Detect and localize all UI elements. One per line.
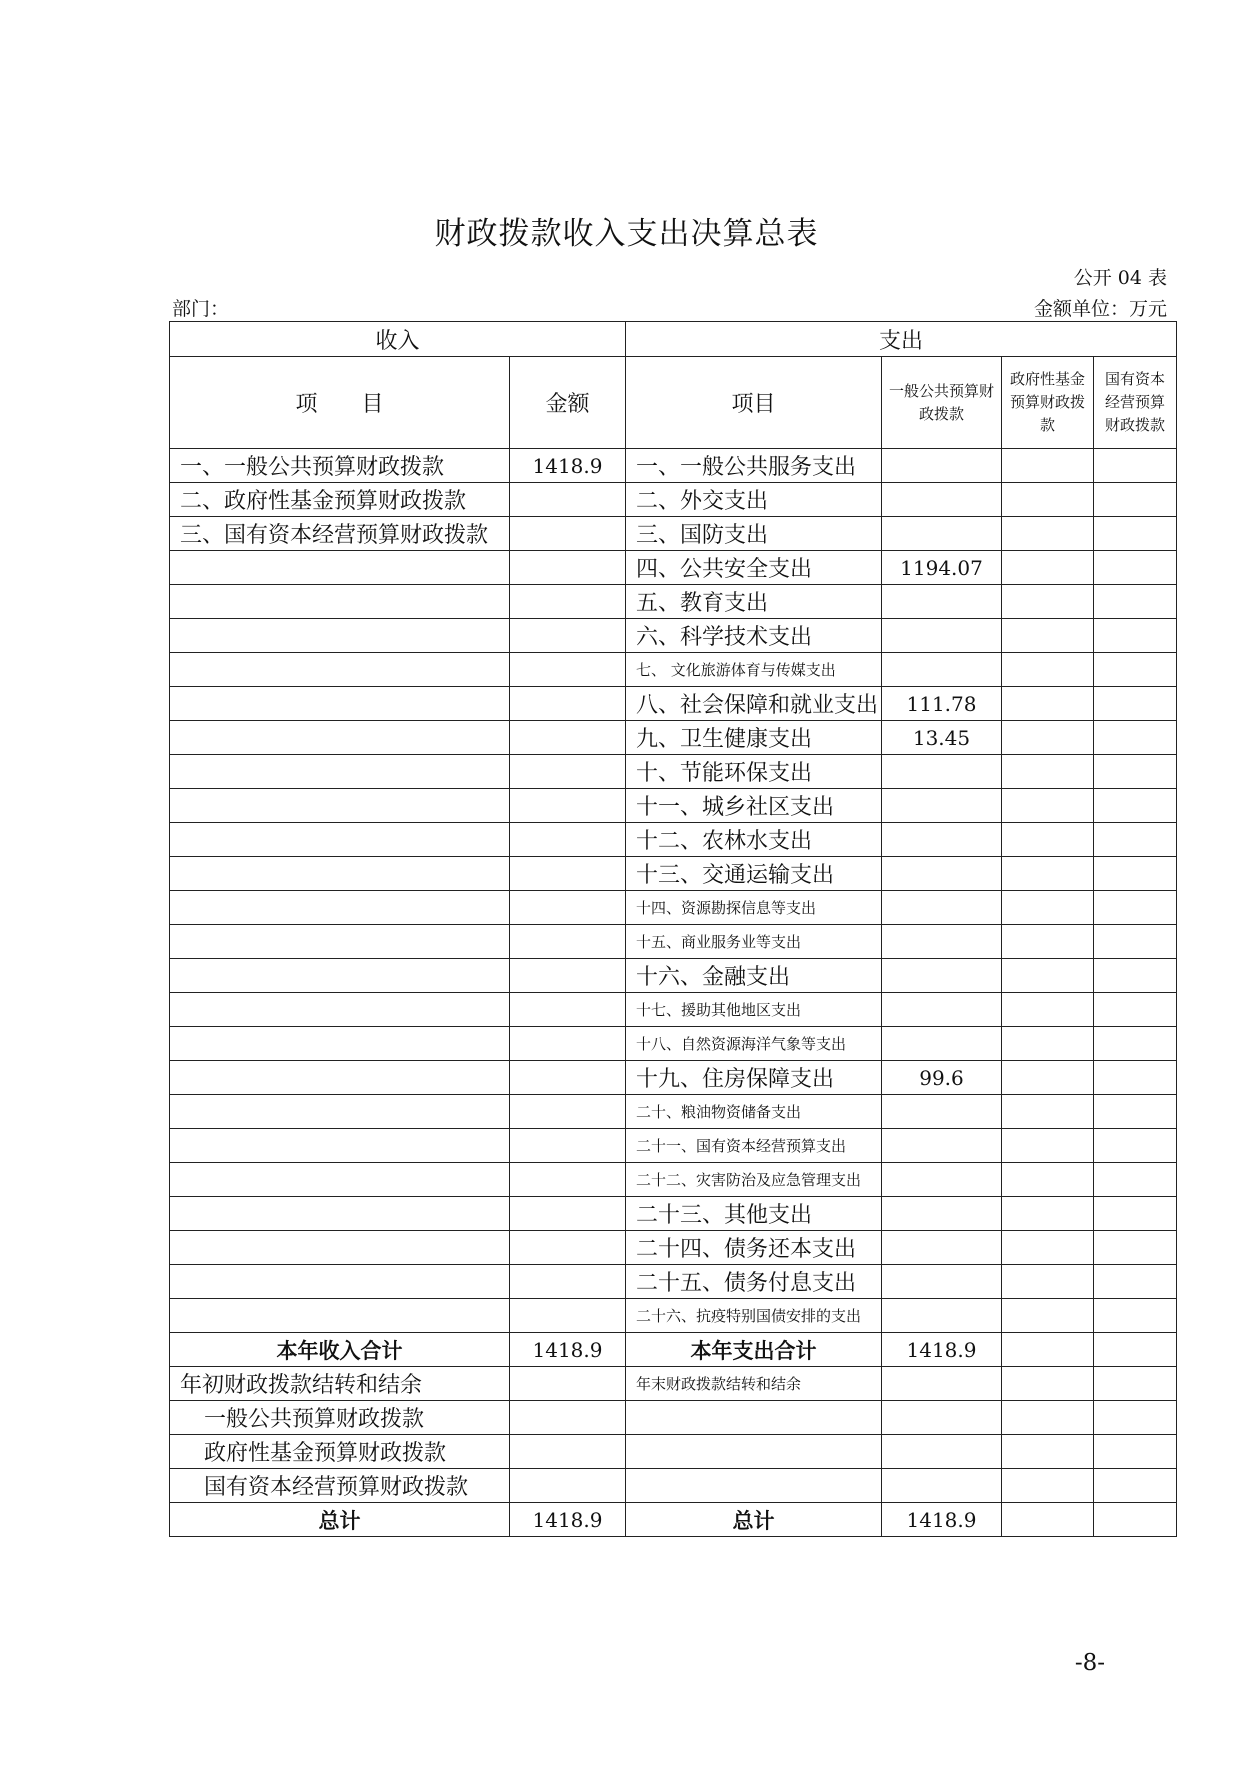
income-amount-cell — [510, 585, 626, 619]
state-capital-cell — [1094, 449, 1177, 483]
general-budget-cell — [882, 959, 1002, 993]
income-amount-cell — [510, 1299, 626, 1333]
general-budget-cell: 111.78 — [882, 687, 1002, 721]
carryover-sub-general — [882, 1435, 1002, 1469]
carryover-sub-label: 一般公共预算财政拨款 — [170, 1401, 510, 1435]
expense-item-cell: 二十二、灾害防治及应急管理支出 — [626, 1163, 882, 1197]
gov-fund-cell — [1002, 891, 1094, 925]
table-row — [170, 755, 1177, 789]
table-row — [170, 517, 1177, 551]
general-budget-cell — [882, 1095, 1002, 1129]
income-item-cell — [170, 1265, 510, 1299]
carryover-sub-row — [170, 1401, 1177, 1435]
gov-fund-subtotal — [1002, 1333, 1094, 1367]
general-budget-cell — [882, 1299, 1002, 1333]
income-item-cell: 二、政府性基金预算财政拨款 — [170, 483, 510, 517]
expense-item-cell: 二十五、债务付息支出 — [626, 1265, 882, 1299]
income-item-cell — [170, 891, 510, 925]
carryover-sub-gov-fund — [1002, 1469, 1094, 1503]
carryover-sub-expense — [626, 1435, 882, 1469]
income-amount-cell — [510, 925, 626, 959]
state-capital-cell — [1094, 1197, 1177, 1231]
general-budget-cell — [882, 925, 1002, 959]
gov-fund-cell — [1002, 551, 1094, 585]
unit-label: 金额单位：万元 — [1033, 298, 1167, 320]
income-carryover-amount — [510, 1367, 626, 1401]
gov-fund-cell — [1002, 789, 1094, 823]
income-total-amount: 1418.9 — [510, 1503, 626, 1537]
table-row — [170, 1129, 1177, 1163]
carryover-sub-expense — [626, 1401, 882, 1435]
carryover-sub-amount — [510, 1469, 626, 1503]
general-budget-cell — [882, 755, 1002, 789]
state-capital-cell — [1094, 653, 1177, 687]
table-row — [170, 925, 1177, 959]
expense-item-cell: 十八、自然资源海洋气象等支出 — [626, 1027, 882, 1061]
general-subtotal-amount: 1418.9 — [882, 1333, 1002, 1367]
income-item-cell — [170, 993, 510, 1027]
income-item-cell — [170, 1299, 510, 1333]
carryover-sub-general — [882, 1469, 1002, 1503]
income-item-header: 项 目 — [170, 357, 510, 449]
expense-item-cell: 九、卫生健康支出 — [626, 721, 882, 755]
expense-item-cell: 十六、金融支出 — [626, 959, 882, 993]
income-amount-cell — [510, 1061, 626, 1095]
income-amount-cell — [510, 959, 626, 993]
income-amount-cell — [510, 517, 626, 551]
gov-fund-cell — [1002, 993, 1094, 1027]
general-budget-cell — [882, 1197, 1002, 1231]
table-row — [170, 483, 1177, 517]
income-amount-cell — [510, 993, 626, 1027]
income-amount-cell — [510, 1265, 626, 1299]
expense-item-cell: 一、一般公共服务支出 — [626, 449, 882, 483]
gov-fund-cell — [1002, 1129, 1094, 1163]
state-capital-cell — [1094, 1129, 1177, 1163]
state-capital-cell — [1094, 1027, 1177, 1061]
page-title: 财政拨款收入支出决算总表 — [434, 216, 819, 252]
income-item-cell — [170, 1095, 510, 1129]
expense-item-cell: 六、科学技术支出 — [626, 619, 882, 653]
general-budget-cell — [882, 1265, 1002, 1299]
carryover-sub-amount — [510, 1435, 626, 1469]
gov-fund-cell — [1002, 1163, 1094, 1197]
state-capital-cell — [1094, 755, 1177, 789]
income-subtotal-amount: 1418.9 — [510, 1333, 626, 1367]
header-row-2 — [170, 357, 1177, 449]
income-item-cell — [170, 755, 510, 789]
general-budget-cell — [882, 483, 1002, 517]
general-budget-cell — [882, 1129, 1002, 1163]
gov-fund-cell — [1002, 721, 1094, 755]
state-capital-header: 国有资本经营预算财政拨款 — [1094, 357, 1177, 449]
table-code: 公开 04 表 — [1073, 267, 1167, 289]
general-budget-cell — [882, 1231, 1002, 1265]
table-row — [170, 1197, 1177, 1231]
income-amount-cell — [510, 1129, 626, 1163]
income-item-cell — [170, 1197, 510, 1231]
income-item-cell — [170, 925, 510, 959]
income-item-cell — [170, 959, 510, 993]
general-total-amount: 1418.9 — [882, 1503, 1002, 1537]
carryover-sub-general — [882, 1401, 1002, 1435]
state-capital-cell — [1094, 789, 1177, 823]
expense-item-cell: 八、社会保障和就业支出 — [626, 687, 882, 721]
general-budget-header: 一般公共预算财政拨款 — [882, 357, 1002, 449]
income-amount-cell — [510, 1197, 626, 1231]
carryover-sub-expense — [626, 1469, 882, 1503]
carryover-sub-label: 政府性基金预算财政拨款 — [170, 1435, 510, 1469]
expense-item-header: 项目 — [626, 357, 882, 449]
general-carryover — [882, 1367, 1002, 1401]
expense-item-cell: 十二、农林水支出 — [626, 823, 882, 857]
income-amount-cell — [510, 653, 626, 687]
subtotal-row — [170, 1333, 1177, 1367]
gov-fund-cell — [1002, 449, 1094, 483]
gov-fund-cell — [1002, 653, 1094, 687]
income-amount-cell — [510, 687, 626, 721]
expense-item-cell: 五、教育支出 — [626, 585, 882, 619]
income-item-cell — [170, 1061, 510, 1095]
state-capital-cell — [1094, 1163, 1177, 1197]
income-carryover-label: 年初财政拨款结转和结余 — [170, 1367, 510, 1401]
state-capital-cell — [1094, 1061, 1177, 1095]
income-item-cell — [170, 823, 510, 857]
gov-fund-carryover — [1002, 1367, 1094, 1401]
table-row — [170, 1265, 1177, 1299]
income-amount-cell — [510, 1231, 626, 1265]
general-budget-cell: 13.45 — [882, 721, 1002, 755]
carryover-sub-gov-fund — [1002, 1401, 1094, 1435]
gov-fund-cell — [1002, 823, 1094, 857]
table-row — [170, 687, 1177, 721]
table-row — [170, 1231, 1177, 1265]
state-capital-cell — [1094, 959, 1177, 993]
expense-item-cell: 二十六、抗疫特别国债安排的支出 — [626, 1299, 882, 1333]
income-item-cell — [170, 653, 510, 687]
expense-item-cell: 二十、粮油物资储备支出 — [626, 1095, 882, 1129]
expense-item-cell: 十四、资源勘探信息等支出 — [626, 891, 882, 925]
income-amount-cell — [510, 619, 626, 653]
expense-item-cell: 十七、援助其他地区支出 — [626, 993, 882, 1027]
expense-item-cell: 三、国防支出 — [626, 517, 882, 551]
income-amount-cell — [510, 789, 626, 823]
income-total-label: 总计 — [170, 1503, 510, 1537]
gov-fund-header: 政府性基金预算财政拨款 — [1002, 357, 1094, 449]
state-capital-cell — [1094, 857, 1177, 891]
state-capital-subtotal — [1094, 1333, 1177, 1367]
expense-item-cell: 十五、商业服务业等支出 — [626, 925, 882, 959]
carryover-sub-amount — [510, 1401, 626, 1435]
table-row — [170, 1163, 1177, 1197]
general-budget-cell — [882, 789, 1002, 823]
income-item-cell — [170, 585, 510, 619]
carryover-row — [170, 1367, 1177, 1401]
state-capital-carryover — [1094, 1367, 1177, 1401]
income-item-cell — [170, 687, 510, 721]
header-row-1 — [170, 322, 1177, 357]
state-capital-cell — [1094, 619, 1177, 653]
gov-fund-cell — [1002, 517, 1094, 551]
state-capital-cell — [1094, 687, 1177, 721]
expense-item-cell: 十九、住房保障支出 — [626, 1061, 882, 1095]
income-amount-cell — [510, 823, 626, 857]
income-amount-cell — [510, 1095, 626, 1129]
page-number: -8- — [1074, 1650, 1105, 1676]
table-row — [170, 585, 1177, 619]
income-amount-cell — [510, 755, 626, 789]
gov-fund-cell — [1002, 755, 1094, 789]
income-item-cell — [170, 1163, 510, 1197]
expense-item-cell: 二十四、债务还本支出 — [626, 1231, 882, 1265]
table-row — [170, 619, 1177, 653]
gov-fund-cell — [1002, 687, 1094, 721]
general-budget-cell: 1194.07 — [882, 551, 1002, 585]
table-row — [170, 1061, 1177, 1095]
carryover-sub-state-capital — [1094, 1469, 1177, 1503]
gov-fund-cell — [1002, 1027, 1094, 1061]
table-row — [170, 1299, 1177, 1333]
general-budget-cell — [882, 1027, 1002, 1061]
general-budget-cell — [882, 891, 1002, 925]
income-amount-cell — [510, 721, 626, 755]
state-capital-cell — [1094, 585, 1177, 619]
state-capital-cell — [1094, 993, 1177, 1027]
gov-fund-cell — [1002, 959, 1094, 993]
carryover-sub-state-capital — [1094, 1401, 1177, 1435]
gov-fund-cell — [1002, 1299, 1094, 1333]
income-amount-cell — [510, 1163, 626, 1197]
table-row — [170, 823, 1177, 857]
expense-carryover-label: 年末财政拨款结转和结余 — [626, 1367, 882, 1401]
gov-fund-cell — [1002, 585, 1094, 619]
expense-item-cell: 二十三、其他支出 — [626, 1197, 882, 1231]
state-capital-cell — [1094, 1299, 1177, 1333]
general-budget-cell — [882, 1163, 1002, 1197]
table-row — [170, 789, 1177, 823]
income-amount-cell — [510, 857, 626, 891]
expense-item-cell: 十、节能环保支出 — [626, 755, 882, 789]
table-row — [170, 449, 1177, 483]
income-amount-cell — [510, 1027, 626, 1061]
expense-item-cell: 二、外交支出 — [626, 483, 882, 517]
state-capital-cell — [1094, 823, 1177, 857]
state-capital-cell — [1094, 925, 1177, 959]
general-budget-cell — [882, 823, 1002, 857]
expense-item-cell: 四、公共安全支出 — [626, 551, 882, 585]
general-budget-cell — [882, 619, 1002, 653]
table-row — [170, 721, 1177, 755]
income-item-cell — [170, 1129, 510, 1163]
general-budget-cell — [882, 449, 1002, 483]
general-budget-cell — [882, 653, 1002, 687]
expense-item-cell: 二十一、国有资本经营预算支出 — [626, 1129, 882, 1163]
table-row — [170, 1095, 1177, 1129]
state-capital-cell — [1094, 483, 1177, 517]
expense-subtotal-label: 本年支出合计 — [626, 1333, 882, 1367]
income-amount-cell: 1418.9 — [510, 449, 626, 483]
expense-item-cell: 十三、交通运输支出 — [626, 857, 882, 891]
income-header: 收入 — [170, 322, 626, 357]
state-capital-total — [1094, 1503, 1177, 1537]
gov-fund-cell — [1002, 1231, 1094, 1265]
carryover-sub-row — [170, 1469, 1177, 1503]
carryover-sub-gov-fund — [1002, 1435, 1094, 1469]
gov-fund-cell — [1002, 1061, 1094, 1095]
carryover-sub-row — [170, 1435, 1177, 1469]
income-item-cell: 一、一般公共预算财政拨款 — [170, 449, 510, 483]
income-amount-header: 金额 — [510, 357, 626, 449]
state-capital-cell — [1094, 517, 1177, 551]
gov-fund-cell — [1002, 1197, 1094, 1231]
income-subtotal-label: 本年收入合计 — [170, 1333, 510, 1367]
gov-fund-cell — [1002, 1095, 1094, 1129]
budget-table — [169, 321, 1177, 1537]
income-item-cell — [170, 551, 510, 585]
carryover-sub-state-capital — [1094, 1435, 1177, 1469]
expense-total-label: 总计 — [626, 1503, 882, 1537]
expense-item-cell: 十一、城乡社区支出 — [626, 789, 882, 823]
general-budget-cell — [882, 517, 1002, 551]
table-row — [170, 959, 1177, 993]
expense-item-cell: 七、 文化旅游体育与传媒支出 — [626, 653, 882, 687]
gov-fund-total — [1002, 1503, 1094, 1537]
state-capital-cell — [1094, 1095, 1177, 1129]
income-item-cell — [170, 1231, 510, 1265]
state-capital-cell — [1094, 721, 1177, 755]
carryover-sub-label: 国有资本经营预算财政拨款 — [170, 1469, 510, 1503]
total-row — [170, 1503, 1177, 1537]
table-row — [170, 857, 1177, 891]
gov-fund-cell — [1002, 619, 1094, 653]
table-row — [170, 551, 1177, 585]
income-amount-cell — [510, 891, 626, 925]
general-budget-cell — [882, 993, 1002, 1027]
income-amount-cell — [510, 551, 626, 585]
state-capital-cell — [1094, 1265, 1177, 1299]
income-item-cell — [170, 721, 510, 755]
state-capital-cell — [1094, 551, 1177, 585]
state-capital-cell — [1094, 1231, 1177, 1265]
general-budget-cell — [882, 585, 1002, 619]
income-item-cell — [170, 1027, 510, 1061]
income-item-cell — [170, 857, 510, 891]
table-row — [170, 993, 1177, 1027]
table-row — [170, 653, 1177, 687]
expense-header: 支出 — [626, 322, 1177, 357]
income-item-cell — [170, 619, 510, 653]
income-item-cell — [170, 789, 510, 823]
state-capital-cell — [1094, 891, 1177, 925]
gov-fund-cell — [1002, 925, 1094, 959]
department-label: 部门： — [172, 298, 230, 320]
gov-fund-cell — [1002, 483, 1094, 517]
table-row — [170, 1027, 1177, 1061]
general-budget-cell: 99.6 — [882, 1061, 1002, 1095]
gov-fund-cell — [1002, 1265, 1094, 1299]
general-budget-cell — [882, 857, 1002, 891]
table-row — [170, 891, 1177, 925]
income-amount-cell — [510, 483, 626, 517]
gov-fund-cell — [1002, 857, 1094, 891]
income-item-cell: 三、国有资本经营预算财政拨款 — [170, 517, 510, 551]
